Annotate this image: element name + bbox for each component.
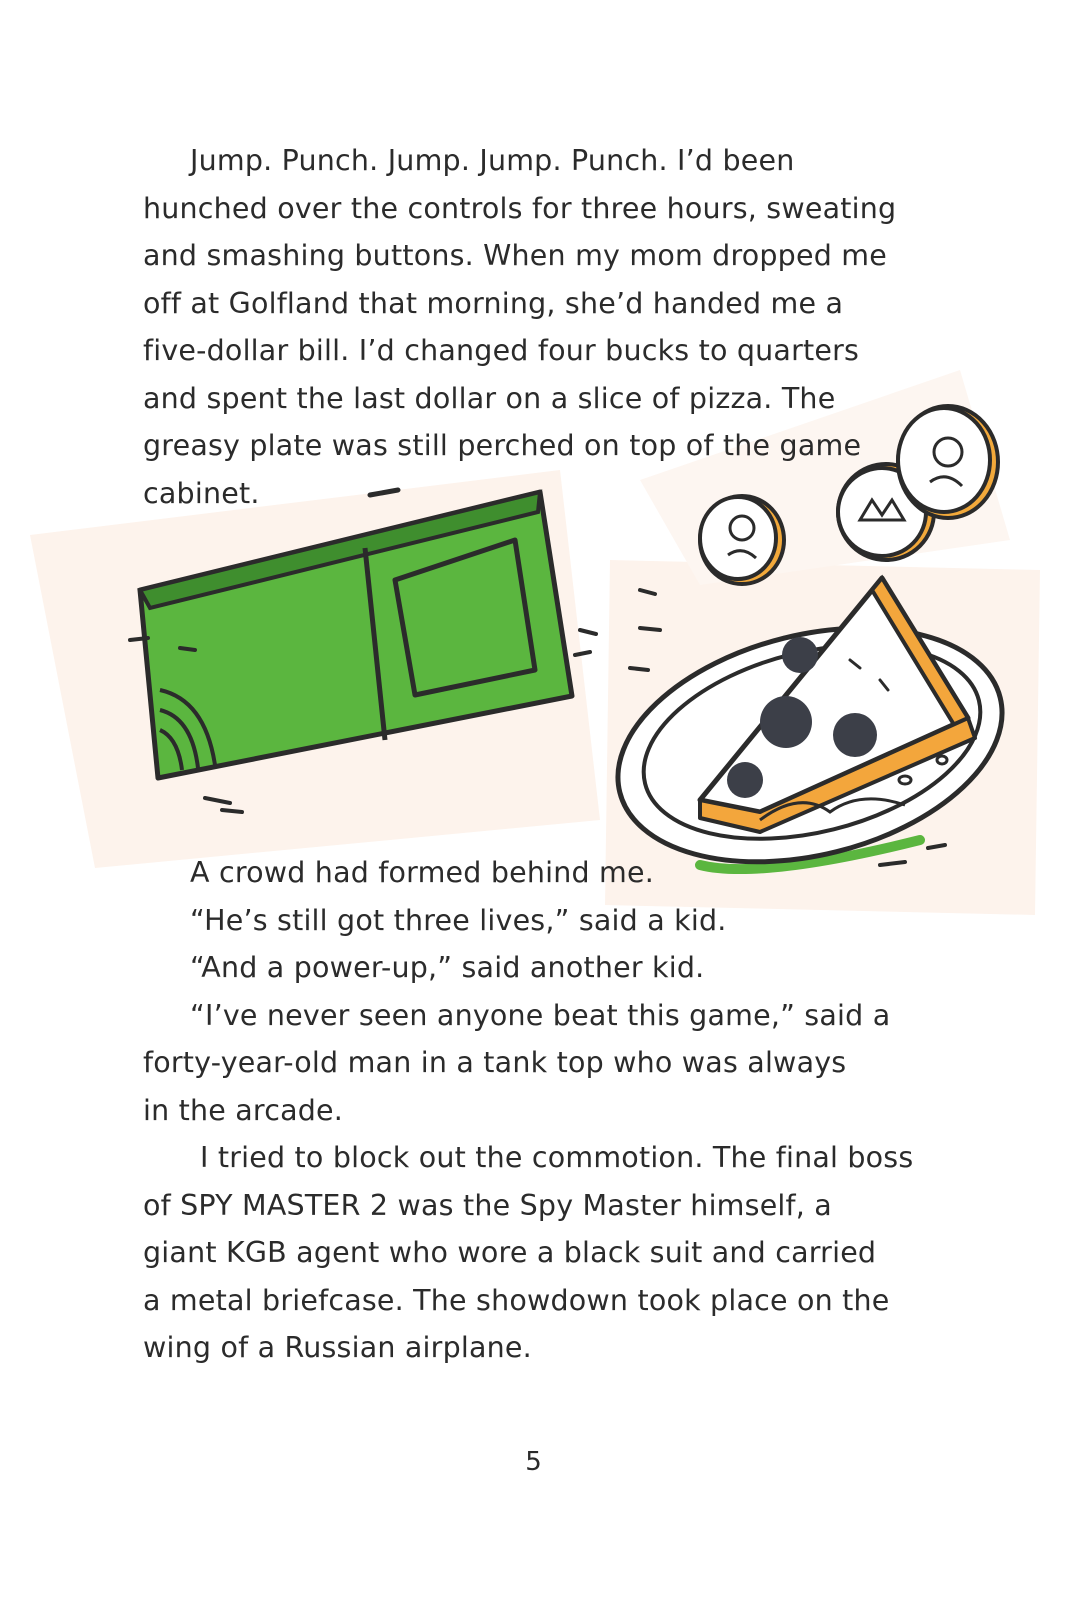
paragraph-2-line-3: “And a power-up,” said another kid. (190, 951, 705, 984)
quarter-coin-icon (898, 406, 998, 518)
paragraph-2-line-2: “He’s still got three lives,” said a kid. (190, 903, 727, 937)
quarter-coin-icon (700, 496, 784, 584)
paragraph-2-line-5: forty-year-old man in a tank top who was always (143, 1046, 847, 1079)
page-number: 5 (525, 1447, 542, 1477)
paragraph-2-line-4: “I’ve never seen anyone beat this game,” said a (190, 998, 891, 1032)
paragraph-2-line-8: of SPY MASTER 2 was the Spy Master himself, a (143, 1188, 832, 1222)
paragraph-1-line-1: Jump. Punch. Jump. Jump. Punch. I’d been (190, 144, 795, 177)
paragraph-2-line-6: in the arcade. (143, 1093, 344, 1127)
paragraph-1-line-8: cabinet. (143, 476, 260, 510)
paragraph-2-line-10: a metal briefcase. The showdown took place on the (143, 1283, 890, 1317)
paragraph-1-line-4: off at Golfland that morning, she’d handed me a (143, 286, 844, 320)
paragraph-2-line-9: giant KGB agent who wore a black suit and carried (143, 1236, 877, 1269)
paragraph-1-line-5: five-dollar bill. I’d changed four bucks to quarters (143, 334, 860, 367)
paragraph-1-line-7: greasy plate was still perched on top of the game (143, 429, 862, 462)
paragraph-1-line-6: and spent the last dollar on a slice of pizza. The (143, 381, 836, 415)
paragraph-1-line-2: hunched over the controls for three hours, sweating (143, 191, 897, 225)
paragraph-1-line-3: and smashing buttons. When my mom dropped me (143, 239, 887, 272)
paragraph-2-line-11: wing of a Russian airplane. (143, 1331, 532, 1364)
paragraph-2-line-1: A crowd had formed behind me. (190, 856, 654, 889)
paragraph-2-line-7: I tried to block out the commotion. The final boss (200, 1141, 914, 1174)
